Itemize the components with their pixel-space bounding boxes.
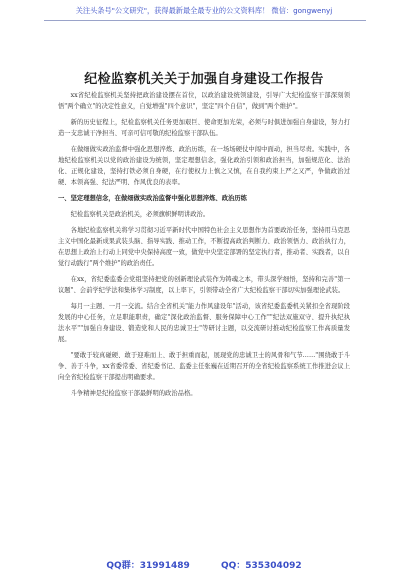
paragraph: 各地纪检监察机关将学习贯彻习近平新时代中国特色社会主义思想作为首要政治任务，坚持用马克思主义中国化最新成果武装头脑、指导实践、推动工作，不断提高政治判断力、政治领悟力、政治执行力，在思想上政治上行动上同党中央保持高度一致，做党中央坚定部署的坚定执行者，推动者、实践者，以自觉行动践行"两个维护"的政治责任。	[58, 227, 350, 267]
paragraph: 纪检监察机关是政治机关，必须旗帜鲜明讲政治。	[70, 211, 210, 218]
paragraph: 新的历史征程上，纪检监察机关任务更加艰巨、使命更加光荣，必须与时俱进加强自身建设，努力打造一支忠诚干净担当、可亲可信可敬的纪检监察干部队伍。	[58, 119, 350, 137]
document-body	[58, 90, 350, 404]
header-divider	[44, 20, 366, 21]
footer-qq-group: QQ群：31991489	[106, 561, 190, 571]
paragraph: xx省纪检监察机关坚持把政治建设摆在首位，以政治建设统领建设，引导广大纪检监察干部深刻领悟"两个确立"的决定性意义，自觉增强"四个意识"，坚定"四个自信"，做到"两个维护"。	[58, 92, 350, 110]
paragraph: 每月一主题、一月一交流。结合全省机关"能力作风建设年"活动，该省纪委监委机关紧扣全省现阶段发展的中心任务，立足职能职责，确定"深化政治监督、服务保障中心工作""纪法双施双守、提升执纪执法水平""加强自身建设、锻造党和人民的忠诚卫士"等研讨主题，以交流研讨推动纪检监察工作高质量发展。	[58, 303, 350, 343]
header-banner: 关注头条号"公文研究"，获得最新最全最专业的公文资料库！ 微信：gongwenyj	[75, 6, 333, 15]
footer-qq: QQ：535304092	[220, 561, 302, 571]
paragraph: "要敢于较真碰硬、敢于迎难而上、敢于担重而起，展现党的忠诚卫士的风骨和气节……"围绕敢于斗争、善于斗争，xx省委常委、省纪委书记、监委主任张巍在近期召开的全省纪检监察系统工作推进会议上向全省纪检监察干部提出明确要求。	[58, 352, 350, 381]
section-heading: 一、坚定理想信念，在做细做实政治监督中强化思想淬炼、政治历练	[58, 195, 247, 202]
footer-contacts	[0, 558, 408, 571]
paragraph: 斗争精神是纪检监察干部最鲜明的政治品格。	[70, 390, 197, 397]
paragraph: 在xx，省纪委监委会党组坚持把党的创新理论武装作为铸魂之本，带头深学细悟，坚持和完善"第一议题"、会前学纪学法和集体学习制度，以上率下，引领带动全省广大纪检监察干部切实加强理论武装。	[58, 276, 350, 294]
paragraph: 在做细做实政治监督中强化思想淬炼、政治历练，在一场场硬仗中闯中面动，担当尽责。实践中，各地纪检监察机关以党的政治建设为统领，坚定理想信念，强化政治引领和政治担当，加强规范化、法治化、正规化建设，坚持打铁必须自身硬，在行使权力上慎之又慎，在自我约束上严之又严，争做政治过硬、本领高强、纪法严明、作风优良的表率。	[58, 146, 350, 186]
document-title: 纪检监察机关关于加强自身建设工作报告	[84, 72, 324, 87]
